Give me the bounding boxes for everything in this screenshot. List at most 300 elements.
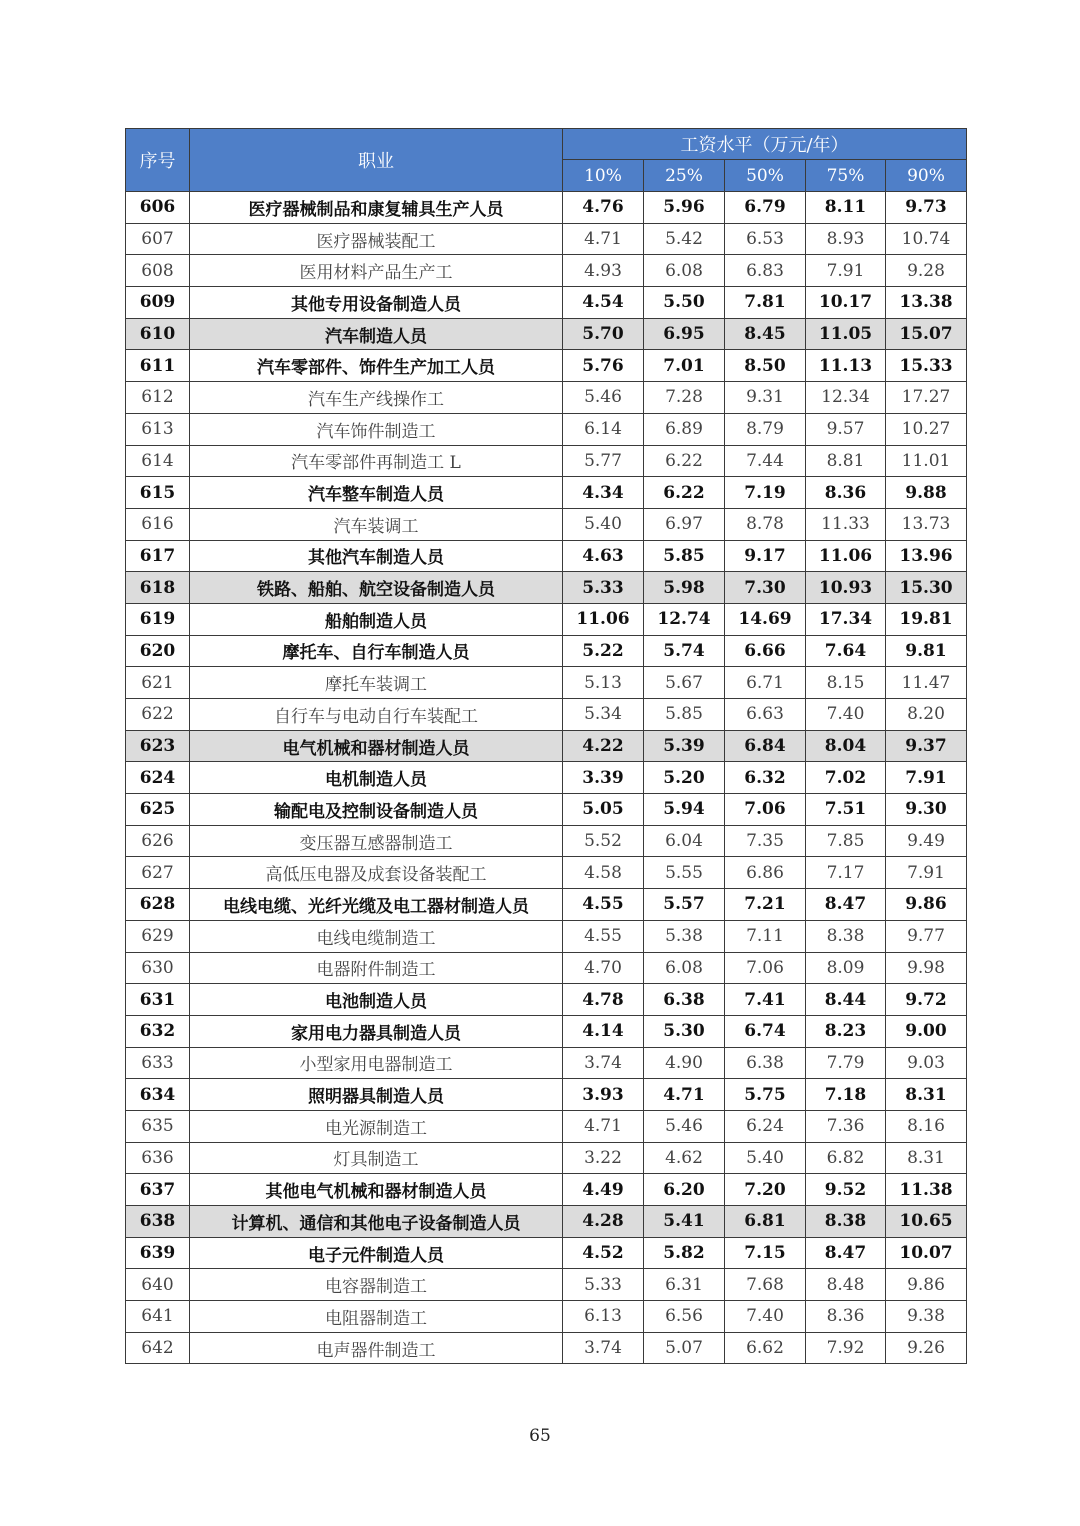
wage-p25: 6.22 bbox=[644, 445, 725, 477]
occupation-name: 电线电缆制造工 bbox=[190, 920, 563, 952]
wage-p75: 7.64 bbox=[806, 635, 886, 667]
occupation-name: 汽车整车制造人员 bbox=[190, 477, 563, 509]
wage-p90: 9.98 bbox=[886, 952, 967, 984]
wage-p25: 6.97 bbox=[644, 508, 725, 540]
wage-p90: 9.77 bbox=[886, 920, 967, 952]
table-row bbox=[126, 952, 967, 984]
wage-p25: 12.74 bbox=[644, 603, 725, 635]
wage-p10: 5.46 bbox=[563, 382, 644, 414]
row-number: 636 bbox=[126, 1142, 190, 1174]
table-row bbox=[126, 382, 967, 414]
table-row bbox=[126, 920, 967, 952]
wage-p50: 6.74 bbox=[725, 1015, 806, 1047]
table-row bbox=[126, 635, 967, 667]
row-number: 633 bbox=[126, 1047, 190, 1079]
wage-p75: 8.11 bbox=[806, 192, 886, 224]
wage-p75: 8.09 bbox=[806, 952, 886, 984]
wage-p50: 6.66 bbox=[725, 635, 806, 667]
row-number: 620 bbox=[126, 635, 190, 667]
wage-p50: 8.50 bbox=[725, 350, 806, 382]
row-number: 622 bbox=[126, 699, 190, 731]
wage-p75: 8.93 bbox=[806, 223, 886, 255]
wage-p50: 5.75 bbox=[725, 1079, 806, 1111]
wage-p10: 5.70 bbox=[563, 318, 644, 350]
wage-p90: 13.38 bbox=[886, 287, 967, 319]
row-number: 634 bbox=[126, 1079, 190, 1111]
occupation-name: 汽车装调工 bbox=[190, 508, 563, 540]
table-body bbox=[126, 192, 967, 1364]
table-row bbox=[126, 255, 967, 287]
wage-p90: 9.86 bbox=[886, 889, 967, 921]
wage-p90: 19.81 bbox=[886, 603, 967, 635]
wage-p90: 11.47 bbox=[886, 667, 967, 699]
wage-p25: 5.96 bbox=[644, 192, 725, 224]
wage-p50: 9.17 bbox=[725, 540, 806, 572]
wage-p75: 10.17 bbox=[806, 287, 886, 319]
wage-table bbox=[125, 128, 967, 1364]
wage-p25: 5.07 bbox=[644, 1332, 725, 1364]
occupation-name: 电声器件制造工 bbox=[190, 1332, 563, 1364]
wage-p90: 9.72 bbox=[886, 984, 967, 1016]
wage-p75: 8.36 bbox=[806, 477, 886, 509]
wage-p75: 9.52 bbox=[806, 1174, 886, 1206]
table-row bbox=[126, 1174, 967, 1206]
wage-p10: 3.74 bbox=[563, 1332, 644, 1364]
table-row bbox=[126, 794, 967, 826]
wage-p50: 8.45 bbox=[725, 318, 806, 350]
occupation-name: 电气机械和器材制造人员 bbox=[190, 730, 563, 762]
table-row bbox=[126, 667, 967, 699]
wage-p90: 9.30 bbox=[886, 794, 967, 826]
header-p25: 25% bbox=[644, 160, 725, 192]
table-row bbox=[126, 1237, 967, 1269]
wage-p90: 10.27 bbox=[886, 413, 967, 445]
wage-p25: 4.90 bbox=[644, 1047, 725, 1079]
table-row bbox=[126, 1047, 967, 1079]
wage-p10: 4.49 bbox=[563, 1174, 644, 1206]
occupation-name: 摩托车装调工 bbox=[190, 667, 563, 699]
wage-p25: 6.08 bbox=[644, 952, 725, 984]
wage-p50: 7.06 bbox=[725, 952, 806, 984]
wage-p50: 7.06 bbox=[725, 794, 806, 826]
wage-p10: 5.13 bbox=[563, 667, 644, 699]
row-number: 619 bbox=[126, 603, 190, 635]
wage-p75: 17.34 bbox=[806, 603, 886, 635]
wage-p10: 5.34 bbox=[563, 699, 644, 731]
wage-p75: 7.92 bbox=[806, 1332, 886, 1364]
wage-p90: 13.96 bbox=[886, 540, 967, 572]
wage-p25: 6.04 bbox=[644, 825, 725, 857]
occupation-name: 电线电缆、光纤光缆及电工器材制造人员 bbox=[190, 889, 563, 921]
occupation-name: 电阻器制造工 bbox=[190, 1301, 563, 1333]
wage-p25: 6.31 bbox=[644, 1269, 725, 1301]
table-row bbox=[126, 318, 967, 350]
wage-p50: 6.71 bbox=[725, 667, 806, 699]
wage-p90: 8.31 bbox=[886, 1079, 967, 1111]
wage-p25: 7.01 bbox=[644, 350, 725, 382]
table-row bbox=[126, 445, 967, 477]
wage-p10: 5.33 bbox=[563, 572, 644, 604]
wage-p90: 15.07 bbox=[886, 318, 967, 350]
wage-p25: 6.08 bbox=[644, 255, 725, 287]
row-number: 625 bbox=[126, 794, 190, 826]
occupation-name: 船舶制造人员 bbox=[190, 603, 563, 635]
occupation-name: 照明器具制造人员 bbox=[190, 1079, 563, 1111]
wage-p75: 7.91 bbox=[806, 255, 886, 287]
wage-p10: 4.78 bbox=[563, 984, 644, 1016]
occupation-name: 医疗器械制品和康复辅具生产人员 bbox=[190, 192, 563, 224]
occupation-name: 变压器互感器制造工 bbox=[190, 825, 563, 857]
row-number: 616 bbox=[126, 508, 190, 540]
occupation-name: 自行车与电动自行车装配工 bbox=[190, 699, 563, 731]
wage-p90: 9.38 bbox=[886, 1301, 967, 1333]
wage-p50: 7.15 bbox=[725, 1237, 806, 1269]
occupation-name: 摩托车、自行车制造人员 bbox=[190, 635, 563, 667]
wage-p25: 5.57 bbox=[644, 889, 725, 921]
table-row bbox=[126, 857, 967, 889]
wage-p25: 5.38 bbox=[644, 920, 725, 952]
wage-p75: 8.04 bbox=[806, 730, 886, 762]
table-row bbox=[126, 192, 967, 224]
occupation-name: 其他汽车制造人员 bbox=[190, 540, 563, 572]
row-number: 632 bbox=[126, 1015, 190, 1047]
row-number: 611 bbox=[126, 350, 190, 382]
table-row bbox=[126, 1269, 967, 1301]
wage-p25: 6.89 bbox=[644, 413, 725, 445]
wage-p25: 5.41 bbox=[644, 1206, 725, 1238]
wage-p90: 9.28 bbox=[886, 255, 967, 287]
occupation-name: 电子元件制造人员 bbox=[190, 1237, 563, 1269]
wage-p10: 3.39 bbox=[563, 762, 644, 794]
occupation-name: 家用电力器具制造人员 bbox=[190, 1015, 563, 1047]
table-row bbox=[126, 287, 967, 319]
table-row bbox=[126, 477, 967, 509]
table-row bbox=[126, 572, 967, 604]
wage-p75: 9.57 bbox=[806, 413, 886, 445]
wage-p10: 5.77 bbox=[563, 445, 644, 477]
wage-p50: 7.19 bbox=[725, 477, 806, 509]
wage-p50: 7.44 bbox=[725, 445, 806, 477]
table-row bbox=[126, 1332, 967, 1364]
wage-p10: 4.93 bbox=[563, 255, 644, 287]
wage-p10: 4.70 bbox=[563, 952, 644, 984]
wage-p75: 7.18 bbox=[806, 1079, 886, 1111]
occupation-name: 计算机、通信和其他电子设备制造人员 bbox=[190, 1206, 563, 1238]
header-wage-level: 工资水平（万元/年） bbox=[563, 129, 967, 160]
header-p10: 10% bbox=[563, 160, 644, 192]
page-number: 65 bbox=[529, 1426, 551, 1446]
wage-p75: 10.93 bbox=[806, 572, 886, 604]
wage-p90: 9.03 bbox=[886, 1047, 967, 1079]
wage-p50: 7.40 bbox=[725, 1301, 806, 1333]
wage-p50: 7.30 bbox=[725, 572, 806, 604]
wage-p75: 7.51 bbox=[806, 794, 886, 826]
table-row bbox=[126, 699, 967, 731]
occupation-name: 医疗器械装配工 bbox=[190, 223, 563, 255]
table-row bbox=[126, 223, 967, 255]
wage-p50: 5.40 bbox=[725, 1142, 806, 1174]
wage-p90: 9.49 bbox=[886, 825, 967, 857]
wage-p10: 4.63 bbox=[563, 540, 644, 572]
wage-p10: 4.55 bbox=[563, 889, 644, 921]
wage-p25: 5.94 bbox=[644, 794, 725, 826]
wage-p90: 8.20 bbox=[886, 699, 967, 731]
wage-p90: 13.73 bbox=[886, 508, 967, 540]
wage-p25: 6.38 bbox=[644, 984, 725, 1016]
wage-p50: 8.79 bbox=[725, 413, 806, 445]
table-row bbox=[126, 1206, 967, 1238]
occupation-name: 电器附件制造工 bbox=[190, 952, 563, 984]
row-number: 630 bbox=[126, 952, 190, 984]
occupation-name: 灯具制造工 bbox=[190, 1142, 563, 1174]
table-row bbox=[126, 1301, 967, 1333]
wage-p90: 7.91 bbox=[886, 762, 967, 794]
wage-p25: 5.55 bbox=[644, 857, 725, 889]
occupation-name: 电光源制造工 bbox=[190, 1110, 563, 1142]
wage-p10: 4.71 bbox=[563, 1110, 644, 1142]
wage-p10: 4.22 bbox=[563, 730, 644, 762]
wage-p10: 3.93 bbox=[563, 1079, 644, 1111]
occupation-name: 电池制造人员 bbox=[190, 984, 563, 1016]
row-number: 617 bbox=[126, 540, 190, 572]
row-number: 614 bbox=[126, 445, 190, 477]
wage-p75: 7.02 bbox=[806, 762, 886, 794]
wage-p10: 11.06 bbox=[563, 603, 644, 635]
wage-p25: 5.98 bbox=[644, 572, 725, 604]
wage-p90: 15.33 bbox=[886, 350, 967, 382]
table-row bbox=[126, 1142, 967, 1174]
table-row bbox=[126, 413, 967, 445]
wage-p90: 9.73 bbox=[886, 192, 967, 224]
wage-p10: 5.33 bbox=[563, 1269, 644, 1301]
table-row bbox=[126, 540, 967, 572]
wage-p75: 8.81 bbox=[806, 445, 886, 477]
wage-p50: 8.78 bbox=[725, 508, 806, 540]
wage-p10: 4.71 bbox=[563, 223, 644, 255]
wage-p25: 5.50 bbox=[644, 287, 725, 319]
wage-p10: 5.52 bbox=[563, 825, 644, 857]
occupation-name: 汽车零部件再制造工 L bbox=[190, 445, 563, 477]
row-number: 638 bbox=[126, 1206, 190, 1238]
wage-p25: 4.62 bbox=[644, 1142, 725, 1174]
wage-p50: 7.41 bbox=[725, 984, 806, 1016]
occupation-name: 其他专用设备制造人员 bbox=[190, 287, 563, 319]
wage-p90: 8.16 bbox=[886, 1110, 967, 1142]
wage-p75: 6.82 bbox=[806, 1142, 886, 1174]
table-row bbox=[126, 825, 967, 857]
wage-p75: 11.06 bbox=[806, 540, 886, 572]
wage-p10: 5.40 bbox=[563, 508, 644, 540]
row-number: 615 bbox=[126, 477, 190, 509]
header-p90: 90% bbox=[886, 160, 967, 192]
table-row bbox=[126, 730, 967, 762]
wage-p10: 4.55 bbox=[563, 920, 644, 952]
table-row bbox=[126, 1015, 967, 1047]
wage-p25: 5.30 bbox=[644, 1015, 725, 1047]
wage-p75: 8.36 bbox=[806, 1301, 886, 1333]
row-number: 626 bbox=[126, 825, 190, 857]
wage-p50: 7.21 bbox=[725, 889, 806, 921]
wage-p50: 6.84 bbox=[725, 730, 806, 762]
wage-p10: 3.22 bbox=[563, 1142, 644, 1174]
row-number: 610 bbox=[126, 318, 190, 350]
row-number: 618 bbox=[126, 572, 190, 604]
wage-p90: 11.38 bbox=[886, 1174, 967, 1206]
wage-p10: 5.05 bbox=[563, 794, 644, 826]
wage-p50: 7.35 bbox=[725, 825, 806, 857]
row-number: 629 bbox=[126, 920, 190, 952]
wage-p50: 6.38 bbox=[725, 1047, 806, 1079]
row-number: 609 bbox=[126, 287, 190, 319]
table-row bbox=[126, 889, 967, 921]
row-number: 613 bbox=[126, 413, 190, 445]
wage-p10: 5.22 bbox=[563, 635, 644, 667]
wage-p50: 7.81 bbox=[725, 287, 806, 319]
wage-p50: 6.79 bbox=[725, 192, 806, 224]
wage-p90: 9.86 bbox=[886, 1269, 967, 1301]
wage-p25: 5.42 bbox=[644, 223, 725, 255]
wage-p75: 7.17 bbox=[806, 857, 886, 889]
wage-p25: 5.85 bbox=[644, 540, 725, 572]
wage-p10: 6.13 bbox=[563, 1301, 644, 1333]
occupation-name: 汽车零部件、饰件生产加工人员 bbox=[190, 350, 563, 382]
occupation-name: 高低压电器及成套设备装配工 bbox=[190, 857, 563, 889]
wage-p75: 8.23 bbox=[806, 1015, 886, 1047]
wage-p25: 4.71 bbox=[644, 1079, 725, 1111]
wage-p90: 11.01 bbox=[886, 445, 967, 477]
row-number: 631 bbox=[126, 984, 190, 1016]
wage-p25: 5.20 bbox=[644, 762, 725, 794]
row-number: 624 bbox=[126, 762, 190, 794]
wage-p10: 4.34 bbox=[563, 477, 644, 509]
wage-p90: 10.65 bbox=[886, 1206, 967, 1238]
header-p75: 75% bbox=[806, 160, 886, 192]
wage-p75: 8.48 bbox=[806, 1269, 886, 1301]
row-number: 607 bbox=[126, 223, 190, 255]
header-occupation: 职业 bbox=[190, 129, 563, 192]
wage-p25: 5.46 bbox=[644, 1110, 725, 1142]
wage-p90: 17.27 bbox=[886, 382, 967, 414]
table-row bbox=[126, 1079, 967, 1111]
wage-p50: 6.86 bbox=[725, 857, 806, 889]
table-row bbox=[126, 508, 967, 540]
wage-p25: 5.85 bbox=[644, 699, 725, 731]
wage-p75: 12.34 bbox=[806, 382, 886, 414]
wage-p25: 5.74 bbox=[644, 635, 725, 667]
wage-p10: 4.14 bbox=[563, 1015, 644, 1047]
wage-p10: 4.58 bbox=[563, 857, 644, 889]
wage-p25: 6.95 bbox=[644, 318, 725, 350]
wage-p75: 7.79 bbox=[806, 1047, 886, 1079]
wage-p25: 6.22 bbox=[644, 477, 725, 509]
wage-p75: 7.85 bbox=[806, 825, 886, 857]
wage-p90: 9.88 bbox=[886, 477, 967, 509]
row-number: 628 bbox=[126, 889, 190, 921]
wage-p75: 8.47 bbox=[806, 889, 886, 921]
row-number: 639 bbox=[126, 1237, 190, 1269]
wage-p75: 8.38 bbox=[806, 1206, 886, 1238]
wage-p50: 6.62 bbox=[725, 1332, 806, 1364]
wage-p25: 6.56 bbox=[644, 1301, 725, 1333]
table-row bbox=[126, 762, 967, 794]
row-number: 635 bbox=[126, 1110, 190, 1142]
wage-p10: 4.52 bbox=[563, 1237, 644, 1269]
wage-p75: 11.13 bbox=[806, 350, 886, 382]
wage-p90: 10.07 bbox=[886, 1237, 967, 1269]
wage-p90: 9.37 bbox=[886, 730, 967, 762]
table-row bbox=[126, 1110, 967, 1142]
row-number: 612 bbox=[126, 382, 190, 414]
wage-p25: 5.82 bbox=[644, 1237, 725, 1269]
occupation-name: 铁路、船舶、航空设备制造人员 bbox=[190, 572, 563, 604]
occupation-name: 汽车制造人员 bbox=[190, 318, 563, 350]
wage-p90: 9.26 bbox=[886, 1332, 967, 1364]
wage-p10: 4.54 bbox=[563, 287, 644, 319]
occupation-name: 小型家用电器制造工 bbox=[190, 1047, 563, 1079]
wage-p90: 10.74 bbox=[886, 223, 967, 255]
wage-p90: 15.30 bbox=[886, 572, 967, 604]
wage-p90: 8.31 bbox=[886, 1142, 967, 1174]
row-number: 608 bbox=[126, 255, 190, 287]
wage-p25: 5.39 bbox=[644, 730, 725, 762]
occupation-name: 电容器制造工 bbox=[190, 1269, 563, 1301]
row-number: 637 bbox=[126, 1174, 190, 1206]
wage-p10: 3.74 bbox=[563, 1047, 644, 1079]
wage-p10: 6.14 bbox=[563, 413, 644, 445]
wage-p50: 9.31 bbox=[725, 382, 806, 414]
header-p50: 50% bbox=[725, 160, 806, 192]
wage-p50: 6.83 bbox=[725, 255, 806, 287]
wage-p90: 9.81 bbox=[886, 635, 967, 667]
wage-p50: 6.32 bbox=[725, 762, 806, 794]
row-number: 623 bbox=[126, 730, 190, 762]
wage-p50: 7.20 bbox=[725, 1174, 806, 1206]
wage-p25: 7.28 bbox=[644, 382, 725, 414]
wage-p50: 6.53 bbox=[725, 223, 806, 255]
wage-p90: 9.00 bbox=[886, 1015, 967, 1047]
wage-p75: 7.36 bbox=[806, 1110, 886, 1142]
wage-p75: 11.05 bbox=[806, 318, 886, 350]
occupation-name: 其他电气机械和器材制造人员 bbox=[190, 1174, 563, 1206]
row-number: 606 bbox=[126, 192, 190, 224]
wage-p75: 8.15 bbox=[806, 667, 886, 699]
occupation-name: 医用材料产品生产工 bbox=[190, 255, 563, 287]
row-number: 640 bbox=[126, 1269, 190, 1301]
wage-p75: 8.47 bbox=[806, 1237, 886, 1269]
row-number: 627 bbox=[126, 857, 190, 889]
occupation-name: 电机制造人员 bbox=[190, 762, 563, 794]
wage-p75: 11.33 bbox=[806, 508, 886, 540]
wage-p50: 6.24 bbox=[725, 1110, 806, 1142]
wage-p75: 8.44 bbox=[806, 984, 886, 1016]
wage-p50: 7.68 bbox=[725, 1269, 806, 1301]
table-row bbox=[126, 984, 967, 1016]
row-number: 641 bbox=[126, 1301, 190, 1333]
table-row bbox=[126, 350, 967, 382]
wage-p10: 5.76 bbox=[563, 350, 644, 382]
wage-p25: 5.67 bbox=[644, 667, 725, 699]
wage-p50: 7.11 bbox=[725, 920, 806, 952]
table-row bbox=[126, 603, 967, 635]
row-number: 642 bbox=[126, 1332, 190, 1364]
wage-p50: 14.69 bbox=[725, 603, 806, 635]
occupation-name: 汽车饰件制造工 bbox=[190, 413, 563, 445]
header-seq: 序号 bbox=[126, 129, 190, 192]
wage-p75: 8.38 bbox=[806, 920, 886, 952]
wage-p75: 7.40 bbox=[806, 699, 886, 731]
wage-p10: 4.28 bbox=[563, 1206, 644, 1238]
occupation-name: 输配电及控制设备制造人员 bbox=[190, 794, 563, 826]
